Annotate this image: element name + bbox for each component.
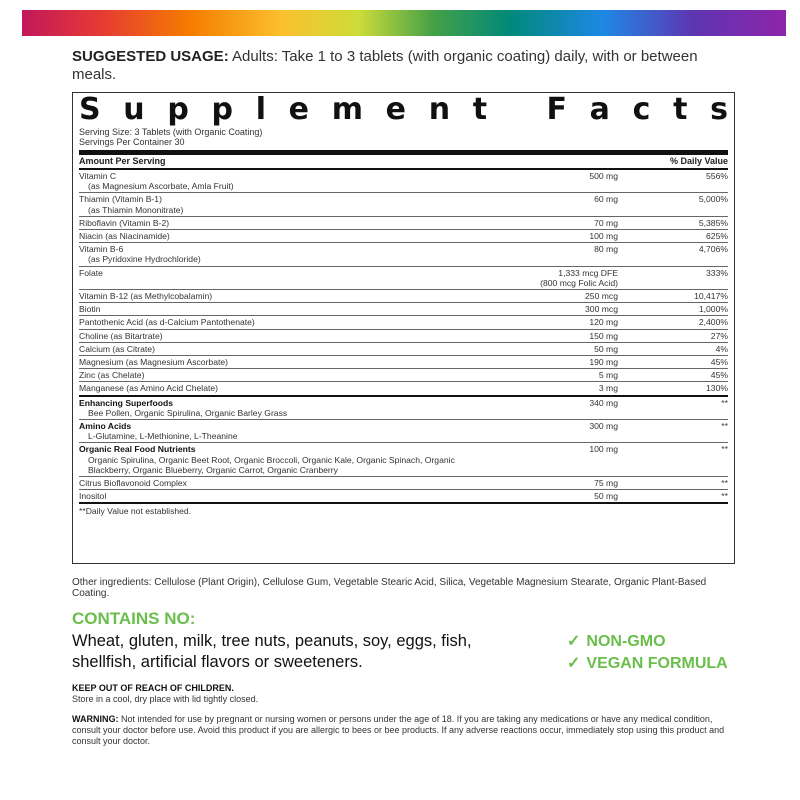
nutrient-name: Vitamin C: [79, 171, 117, 181]
nutrient-amount: 300 mg: [589, 421, 618, 432]
title-letter: m: [331, 92, 363, 127]
nutrient-dv: 45%: [710, 357, 728, 368]
nutrient-amount: 190 mg: [589, 357, 618, 368]
nutrient-dv: 333%: [706, 267, 728, 278]
nutrient-name: Organic Real Food Nutrients: [79, 444, 196, 455]
nutrient-dv: 5,385%: [698, 217, 728, 228]
nutrient-name: Calcium (as Citrate): [79, 343, 155, 354]
nutrient-dv: 10,417%: [694, 291, 728, 302]
nutrient-name: Citrus Bioflavonoid Complex: [79, 478, 187, 489]
serving-size: Serving Size: 3 Tablets (with Organic Coating): [79, 127, 263, 137]
amount-cell: [498, 304, 648, 314]
nutrient-name: Manganese (as Amino Acid Chelate): [79, 383, 219, 394]
nutrient-amount: 50 mg: [594, 491, 618, 502]
nutrient-row: [79, 490, 728, 504]
supplement-facts-title: [79, 93, 728, 127]
non-gmo-badge: [567, 631, 728, 653]
nutrient-name: Vitamin B-6: [79, 244, 124, 255]
nutrient-amount: 100 mg: [589, 231, 618, 242]
nutrient-amount: 1,333 mcg DFE: [558, 267, 618, 278]
nutrient-dv: **: [721, 444, 728, 455]
nutrient-table: [79, 170, 728, 504]
name-cell: [79, 244, 498, 264]
name-cell: [79, 268, 498, 288]
nutrient-source: (as Pyridoxine Hydrochloride): [88, 254, 201, 265]
title-letter: t: [673, 92, 688, 127]
dv-cell: [648, 304, 728, 314]
name-cell: [79, 370, 498, 380]
nutrient-amount: 120 mg: [589, 317, 618, 328]
amount-cell: [498, 244, 648, 264]
name-cell: [79, 444, 498, 475]
nutrient-name: Inositol: [79, 491, 107, 502]
dv-cell: [648, 218, 728, 228]
dv-cell: [648, 244, 728, 264]
keep-heading: KEEP OUT OF REACH OF CHILDREN.: [72, 683, 234, 693]
title-letter: t: [472, 92, 488, 127]
name-cell: [79, 383, 498, 393]
contains-no-heading: CONTAINS NO:: [72, 609, 196, 628]
amount-cell: [498, 218, 648, 228]
amount-cell: [498, 268, 648, 288]
nutrient-dv: 2,400%: [698, 317, 728, 328]
name-cell: [79, 291, 498, 301]
dv-cell: [648, 331, 728, 341]
non-gmo-label: NON-GMO: [586, 633, 666, 650]
dv-cell: [648, 383, 728, 393]
nutrient-name: Choline (as Bitartrate): [79, 330, 163, 341]
amount-header: Amount Per Serving: [79, 156, 166, 166]
dv-cell: [648, 398, 728, 418]
amount-cell: [498, 171, 648, 191]
nutrient-dv: **: [721, 397, 728, 408]
nutrient-dv: 45%: [710, 370, 728, 381]
nutrient-amount: 80 mg: [594, 244, 618, 255]
title-letter: S: [79, 92, 101, 127]
usage-heading: SUGGESTED USAGE:: [72, 48, 229, 65]
servings-per-container: Servings Per Container 30: [79, 137, 185, 147]
nutrient-name: Pantothenic Acid (as d-Calcium Pantothenate): [79, 317, 255, 328]
nutrient-amount: 60 mg: [594, 194, 618, 205]
nutrient-amount-note: (800 mcg Folic Acid): [540, 277, 618, 288]
footnote: **Daily Value not established.: [79, 506, 192, 517]
warning-notice: [72, 714, 732, 747]
name-cell: [79, 331, 498, 341]
title-letter: [510, 93, 524, 127]
check-icon: ✓: [567, 633, 581, 650]
nutrient-row: [79, 230, 728, 243]
nutrient-name: Niacin (as Niacinamide): [79, 231, 170, 242]
nutrient-dv: 556%: [706, 171, 728, 181]
nutrient-amount: 75 mg: [594, 478, 618, 489]
nutrient-row: [79, 330, 728, 343]
keep-out-notice: [72, 683, 258, 705]
nutrient-amount: 250 mcg: [585, 291, 618, 302]
amount-cell: [498, 383, 648, 393]
dv-header: % Daily Value: [669, 156, 728, 166]
name-cell: [79, 194, 498, 214]
nutrient-dv: 1,000%: [698, 304, 728, 315]
nutrient-amount: 70 mg: [594, 217, 618, 228]
suggested-usage: [72, 48, 732, 84]
nutrient-name: Folate: [79, 267, 103, 278]
nutrient-amount: 3 mg: [598, 383, 618, 394]
warning-heading: WARNING:: [72, 714, 119, 724]
title-letter: e: [385, 92, 407, 127]
amount-cell: [498, 491, 648, 501]
name-cell: [79, 231, 498, 241]
nutrient-dv: **: [721, 478, 728, 489]
dv-cell: [648, 231, 728, 241]
nutrient-name: Magnesium (as Magnesium Ascorbate): [79, 357, 229, 368]
dv-cell: [648, 268, 728, 288]
other-ingredients: Other ingredients: Cellulose (Plant Origin), Cellulose Gum, Vegetable Stearic Acid, Silica, Vegetable Magnesium Stearate, Organic Plant-Based Coating.: [72, 577, 707, 599]
title-letter: e: [288, 92, 310, 127]
nutrient-row: [79, 170, 728, 193]
nutrient-amount: 150 mg: [589, 330, 618, 341]
name-cell: [79, 491, 498, 501]
name-cell: [79, 357, 498, 367]
title-letter: F: [546, 92, 567, 127]
dv-cell: [648, 478, 728, 488]
nutrient-row: [79, 369, 728, 382]
dv-cell: [648, 171, 728, 191]
nutrient-source: (as Magnesium Ascorbate, Amla Fruit): [88, 181, 234, 192]
nutrient-row: [79, 477, 728, 490]
title-letter: a: [589, 92, 610, 127]
nutrient-name: Riboflavin (Vitamin B-2): [79, 217, 170, 228]
nutrient-dv: **: [721, 421, 728, 432]
contains-no-text: Wheat, gluten, milk, tree nuts, peanuts, soy, eggs, fish, shellfish, artificial flavors or sweeteners.: [72, 632, 472, 671]
warning-text: Not intended for use by pregnant or nursing women or persons under the age of 18. If you are taking any medications or have any medical condition, consult your doctor before use. Avoid this product if you are allergic to bees or bee products. If any adverse reactions occur, immediately stop using this product and consult your doctor.: [72, 714, 725, 746]
amount-cell: [498, 478, 648, 488]
nutrient-amount: 300 mcg: [585, 304, 618, 315]
dv-cell: [648, 194, 728, 214]
nutrient-name: Zinc (as Chelate): [79, 370, 145, 381]
nutrient-amount: 50 mg: [594, 343, 618, 354]
nutrient-dv: 4%: [715, 343, 728, 354]
nutrient-dv: 5,000%: [698, 194, 728, 205]
name-cell: [79, 344, 498, 354]
nutrient-dv: 4,706%: [698, 244, 728, 255]
nutrient-dv: **: [721, 491, 728, 502]
amount-cell: [498, 421, 648, 441]
nutrient-dv: 27%: [710, 330, 728, 341]
dv-cell: [648, 344, 728, 354]
supplement-facts-panel: [72, 92, 735, 564]
nutrient-name: Amino Acids: [79, 421, 132, 432]
nutrient-dv: 625%: [706, 231, 728, 242]
nutrient-row: [79, 316, 728, 329]
nutrient-name: Biotin: [79, 304, 101, 315]
title-letter: c: [632, 92, 651, 127]
nutrient-row: [79, 382, 728, 396]
title-letter: p: [211, 92, 233, 127]
nutrient-name: Thiamin (Vitamin B-1): [79, 194, 162, 205]
blend-row: [79, 443, 728, 477]
dv-cell: [648, 421, 728, 441]
nutrient-row: [79, 356, 728, 369]
nutrient-source: Organic Spirulina, Organic Beet Root, Organic Broccoli, Organic Kale, Organic Spinach, Organic Blackberry, Organic Blueberry, Organic Carrot, Organic Cranberry: [88, 454, 455, 475]
name-cell: [79, 478, 498, 488]
amount-cell: [498, 317, 648, 327]
table-header: [79, 155, 728, 170]
nutrient-row: [79, 290, 728, 303]
nutrient-name: Vitamin B-12 (as Methylcobalamin): [79, 291, 213, 302]
nutrient-source: Bee Pollen, Organic Spirulina, Organic Barley Grass: [88, 407, 288, 418]
nutrient-amount: 340 mg: [589, 397, 618, 408]
nutrient-amount: 500 mg: [589, 171, 618, 181]
name-cell: [79, 171, 498, 191]
rainbow-banner: [22, 10, 786, 36]
nutrient-amount: 5 mg: [598, 370, 618, 381]
name-cell: [79, 421, 498, 441]
name-cell: [79, 304, 498, 314]
name-cell: [79, 218, 498, 228]
name-cell: [79, 317, 498, 327]
blend-row: [79, 397, 728, 420]
amount-cell: [498, 370, 648, 380]
amount-cell: [498, 357, 648, 367]
title-letter: s: [710, 92, 728, 127]
title-letter: l: [255, 92, 266, 127]
badges: [567, 631, 728, 675]
name-cell: [79, 398, 498, 418]
nutrient-row: [79, 193, 728, 216]
dv-cell: [648, 444, 728, 475]
nutrient-name: Enhancing Superfoods: [79, 397, 174, 408]
check-icon: ✓: [567, 655, 581, 672]
title-letter: p: [167, 92, 189, 127]
dv-cell: [648, 370, 728, 380]
nutrient-amount: 100 mg: [589, 444, 618, 455]
nutrient-dv: 130%: [706, 383, 728, 394]
nutrient-row: [79, 343, 728, 356]
nutrient-source: (as Thiamin Mononitrate): [88, 204, 184, 215]
vegan-badge: [567, 653, 728, 675]
nutrient-source: L-Glutamine, L-Methionine, L-Theanine: [88, 431, 238, 442]
nutrient-row: [79, 303, 728, 316]
amount-cell: [498, 194, 648, 214]
nutrient-row: [79, 267, 728, 290]
usage-text: Adults: Take 1 to 3 tablets (with organic coating) daily, with or between meals.: [72, 48, 698, 83]
nutrient-row: [79, 217, 728, 230]
dv-cell: [648, 491, 728, 501]
dv-cell: [648, 357, 728, 367]
title-letter: u: [123, 92, 145, 127]
nutrient-row: [79, 243, 728, 266]
dv-cell: [648, 291, 728, 301]
amount-cell: [498, 398, 648, 418]
amount-cell: [498, 344, 648, 354]
keep-text: Store in a cool, dry place with lid tightly closed.: [72, 694, 259, 704]
dv-cell: [648, 317, 728, 327]
blend-row: [79, 420, 728, 443]
amount-cell: [498, 291, 648, 301]
title-letter: n: [428, 92, 451, 127]
amount-cell: [498, 331, 648, 341]
amount-cell: [498, 231, 648, 241]
amount-cell: [498, 444, 648, 475]
vegan-label: VEGAN FORMULA: [586, 655, 728, 672]
